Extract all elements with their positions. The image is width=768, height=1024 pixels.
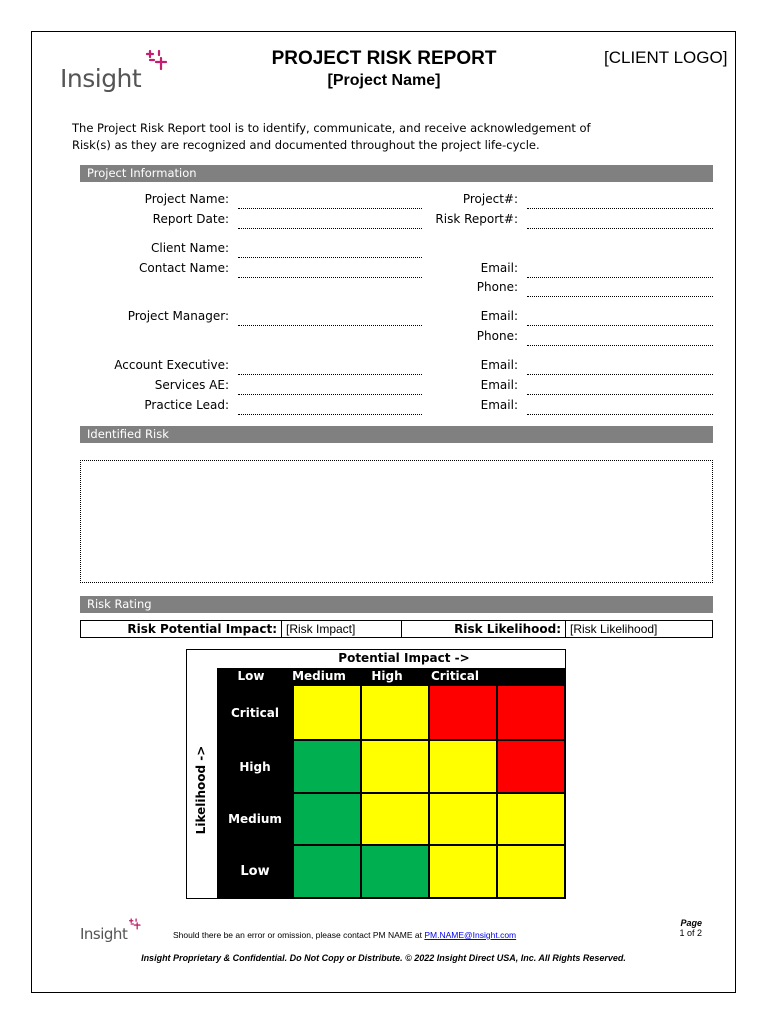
risk-impact-label: Risk Potential Impact: — [127, 622, 277, 636]
label-account-executive: Account Executive: — [114, 358, 229, 372]
field-client-name[interactable] — [238, 257, 422, 258]
label-ae-email: Email: — [480, 358, 518, 372]
label-client-name: Client Name: — [151, 241, 229, 255]
label-contact-email: Email: — [480, 261, 518, 275]
matrix-cell-medium-low — [293, 793, 361, 845]
matrix-cell-critical-low — [293, 685, 361, 740]
matrix-cell-medium-critical — [497, 793, 565, 845]
field-contact-email[interactable] — [527, 277, 713, 278]
matrix-col-critical: Critical — [430, 669, 479, 683]
matrix-row-low: Low — [240, 864, 270, 879]
risk-likelihood-label: Risk Likelihood: — [401, 621, 565, 637]
matrix-cell-low-medium — [361, 845, 429, 898]
matrix-cell-high-low — [293, 740, 361, 793]
field-pm-phone[interactable] — [527, 345, 713, 346]
field-services-ae[interactable] — [238, 394, 422, 395]
label-pm-phone: Phone: — [476, 329, 518, 343]
matrix-row-header — [217, 685, 293, 898]
footer-contact-email-link[interactable]: PM.NAME@Insight.com — [424, 930, 517, 940]
matrix-cell-high-critical — [497, 740, 565, 793]
intro-paragraph: The Project Risk Report tool is to identify, communicate, and receive acknowledgement of Risk(s) as they are recognized and documented throughout the project life-cycle. — [72, 121, 591, 152]
label-contact-phone: Phone: — [476, 280, 518, 294]
section-risk-rating: Risk Rating — [80, 596, 713, 613]
matrix-cell-low-critical — [497, 845, 565, 898]
matrix-cell-medium-medium — [361, 793, 429, 845]
matrix-likelihood-axis-title: Likelihood -> — [194, 745, 208, 835]
matrix-col-medium: Medium — [292, 669, 346, 683]
field-project-name[interactable] — [238, 208, 422, 209]
footer-contact-text: Should there be an error or omission, please contact PM NAME at — [173, 930, 422, 940]
label-services-ae: Services AE: — [154, 378, 229, 392]
field-practice-lead-email[interactable] — [527, 414, 713, 415]
insight-logo: Insight — [60, 64, 142, 93]
identified-risk-textbox[interactable] — [80, 460, 713, 583]
label-report-date: Report Date: — [152, 212, 229, 226]
matrix-cell-critical-medium — [361, 685, 429, 740]
risk-matrix — [186, 649, 566, 899]
matrix-impact-axis-title: Potential Impact -> — [338, 651, 470, 665]
field-services-ae-email[interactable] — [527, 394, 713, 395]
label-risk-report-number: Risk Report#: — [435, 212, 518, 226]
footer-page-count: 1 of 2 — [679, 928, 702, 938]
field-account-executive[interactable] — [238, 374, 422, 375]
footer-insight-logo-mark-icon — [129, 918, 141, 930]
label-practice-lead-email: Email: — [480, 398, 518, 412]
field-contact-name[interactable] — [238, 277, 422, 278]
label-project-manager: Project Manager: — [127, 309, 229, 323]
matrix-row-critical: Critical — [230, 706, 279, 720]
field-project-manager[interactable] — [238, 325, 422, 326]
label-project-name: Project Name: — [144, 192, 229, 206]
matrix-column-header — [217, 668, 565, 685]
section-identified-risk: Identified Risk — [80, 426, 713, 443]
field-practice-lead[interactable] — [238, 414, 422, 415]
matrix-cell-critical-critical — [497, 685, 565, 740]
matrix-cell-low-low — [293, 845, 361, 898]
footer-page-number — [662, 918, 702, 938]
footer-legal-notice: Insight Proprietary & Confidential. Do Not Copy or Distribute. © 2022 Insight Direct USA, Inc. All Rights Reserved. — [141, 953, 626, 963]
page-title: PROJECT RISK REPORT — [271, 48, 497, 69]
matrix-cell-critical-high — [429, 685, 497, 740]
matrix-cell-high-high — [429, 740, 497, 793]
matrix-row-medium: Medium — [228, 812, 282, 826]
section-project-information: Project Information — [80, 165, 713, 182]
risk-rating-row — [80, 620, 713, 638]
label-pm-email: Email: — [480, 309, 518, 323]
label-project-number: Project#: — [462, 192, 518, 206]
field-contact-phone[interactable] — [527, 296, 713, 297]
risk-impact-value[interactable]: [Risk Impact] — [281, 621, 401, 637]
label-contact-name: Contact Name: — [139, 261, 229, 275]
field-report-date[interactable] — [238, 228, 422, 229]
label-services-ae-email: Email: — [480, 378, 518, 392]
insight-logo-mark-icon — [146, 49, 168, 71]
page-subtitle: [Project Name] — [327, 72, 441, 89]
matrix-cell-low-high — [429, 845, 497, 898]
footer-page-label: Page — [680, 918, 702, 928]
matrix-col-low: Low — [237, 669, 265, 683]
matrix-cell-high-medium — [361, 740, 429, 793]
field-ae-email[interactable] — [527, 374, 713, 375]
matrix-col-high: High — [371, 669, 403, 683]
field-pm-email[interactable] — [527, 325, 713, 326]
matrix-row-high: High — [239, 760, 271, 774]
matrix-cell-medium-high — [429, 793, 497, 845]
client-logo-placeholder: [CLIENT LOGO] — [604, 48, 728, 67]
field-risk-report-number[interactable] — [527, 228, 713, 229]
label-practice-lead: Practice Lead: — [144, 398, 229, 412]
field-project-number[interactable] — [527, 208, 713, 209]
footer-contact — [173, 930, 516, 940]
document-page — [31, 31, 736, 993]
footer-insight-logo: Insight — [80, 925, 128, 943]
risk-likelihood-value[interactable]: [Risk Likelihood] — [565, 621, 712, 637]
